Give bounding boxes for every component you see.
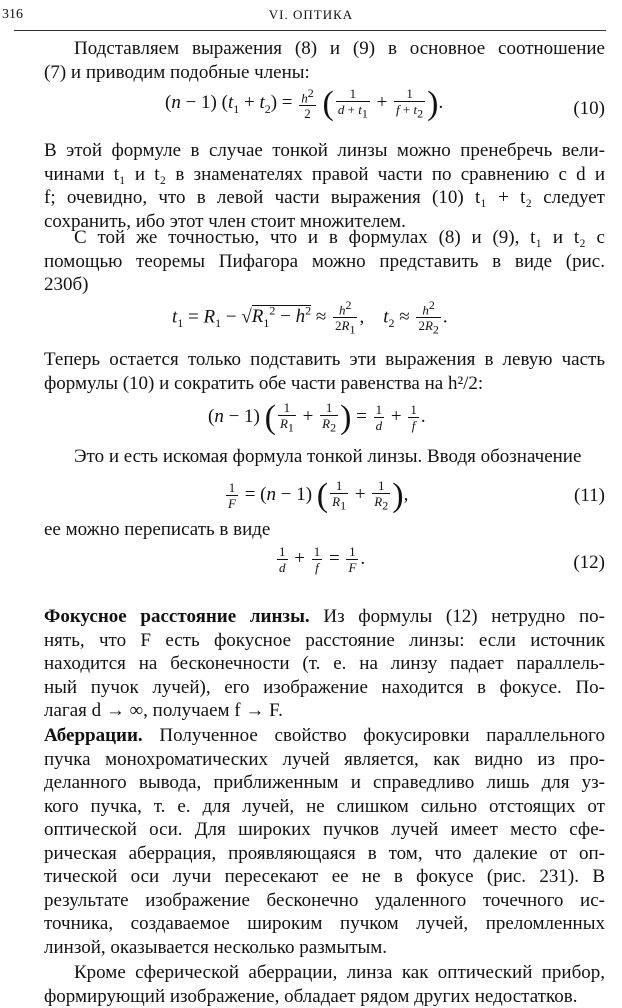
text-line: f; очевидно, что в левой части выражения (10) t₁ + t₂ следует (44, 186, 605, 210)
text-line: линзой, оказывается несколько размытым. (44, 936, 605, 960)
equation-lens-formula: (n − 1) ( $\frac{1}{R_1}$ + $\frac{1}{R_2}$ ) = $\frac{1}{d}$ + $\frac{1}{f}$ . (208, 400, 426, 436)
text-line: точника, создаваемое широким пучком лучей, преломленных (44, 912, 605, 936)
text-line: находится на бесконечности (т. е. на линзу падает параллель- (44, 652, 605, 676)
paragraph-substitute (44, 348, 605, 395)
paragraph-substitution (44, 37, 605, 84)
section-focal-length (44, 605, 605, 723)
text-line: Полученное свойство фокусировки параллельного (143, 725, 605, 746)
header-rule (14, 30, 606, 31)
equation-number-11: (11) (574, 485, 605, 507)
text-line: пучка монохроматических лучей является, как видно из про- (44, 748, 605, 772)
text-line: результате изображение бесконечно удаленного точечного ис- (44, 889, 605, 913)
equation-12: $\frac{1}{d}$ + $\frac{1}{f}$ = $\frac{1}{F}$ . (275, 544, 365, 575)
paragraph-other-defects (44, 961, 605, 1008)
text-line: Из формулы (12) нетрудно по- (310, 606, 605, 627)
text-line: тической оси лучи пересекают ее не в фокусе (рис. 231). В (44, 865, 605, 889)
section-aberrations (44, 724, 605, 959)
text-line: Теперь остается только подставить эти выражения в левую часть (44, 348, 605, 372)
text-line: формулы (10) и сократить обе части равенства на h²/2: (44, 372, 605, 396)
text-line: нять, что F есть фокусное расстояние линзы: если источник (44, 629, 605, 653)
text-line: формирующий изображение, обладает рядом других недостатков. (44, 985, 605, 1008)
text-line: сохранить, ибо этот член стоит множителем. (44, 210, 605, 234)
equation-10: (n − 1) $(t_1 + t_2)$ = $\frac{h^2}{2}$ ( $\frac{1}{d + t_1}$ + $\frac{1}{f + t_2}$ ). (165, 86, 443, 122)
text-line: Подставляем выражения (8) и (9) в основное соотношение (44, 37, 605, 61)
section-heading: Фокусное расстояние линзы. (44, 606, 310, 627)
paragraph-notation (44, 445, 605, 469)
text-line: В этой формуле в случае тонкой линзы можно пренебречь вели- (44, 139, 605, 163)
text-line: С той же точностью, что и в формулах (8) и (9), t₁ и t₂ с (44, 226, 605, 250)
text-line: (7) и приводим подобные члены: (44, 61, 605, 85)
text-line: оптической оси. Для широких пучков лучей имеет место сфе- (44, 818, 605, 842)
text-line: ный пучок лучей), его изображение находится в фокусе. По- (44, 676, 605, 700)
text-line: рическая аберрация, проявляющаяся в том, что далекие от оп- (44, 842, 605, 866)
page-number: 316 (2, 7, 23, 23)
text-line: Это и есть искомая формула тонкой линзы. Вводя обозначение (44, 445, 605, 469)
text-line: помощью теоремы Пифагора можно представить в виде (рис. (44, 250, 605, 274)
text-line: деланного вывода, приближенным и справедливо лишь для уз- (44, 771, 605, 795)
text-line: лагая d → ∞, получаем f → F. (44, 699, 605, 723)
section-heading: Аберрации. (44, 725, 143, 746)
equation-number-12: (12) (573, 552, 605, 574)
running-head: VI. ОПТИКА (0, 7, 622, 23)
text-line: Кроме сферической аберрации, линза как оптический прибор, (44, 961, 605, 985)
text-line: чинами t₁ и t₂ в знаменателях правой части по сравнению с d и (44, 163, 605, 187)
text-line: 230б) (44, 273, 605, 297)
equation-number-10: (10) (573, 98, 605, 120)
text-line: ее можно переписать в виде (44, 518, 605, 542)
equation-11: $\frac{1}{F}$ = (n − 1) ( $\frac{1}{R_1}$ + $\frac{1}{R_2}$ ), (224, 478, 408, 514)
paragraph-rewrite (44, 518, 605, 542)
text-line: кого пучка, т. е. для лучей, не слишком сильно отстоящих от (44, 795, 605, 819)
paragraph-thin-lens (44, 139, 605, 233)
paragraph-pythagoras (44, 226, 605, 297)
equation-t1-t2: $t_1 = R_1 - √R_1^2 - h^2$ ≈ $\frac{h^2}{2R_1}$ , $t_2$ ≈ $\frac{h^2}{2R_2}$ . (172, 298, 448, 338)
